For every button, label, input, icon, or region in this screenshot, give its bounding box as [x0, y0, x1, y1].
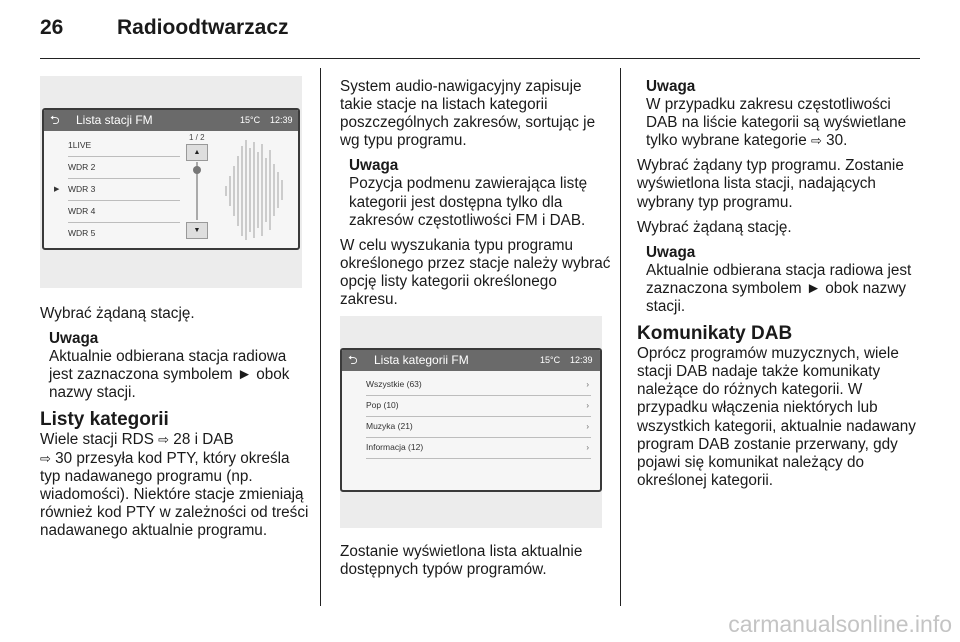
temperature-readout: 15°C: [240, 115, 261, 125]
column-2: [340, 78, 612, 316]
note-title: Uwaga: [49, 330, 99, 348]
sound-wave-graphic: [216, 136, 294, 242]
paragraph: Wybrać żądaną stację.: [40, 305, 195, 322]
header-rule: [40, 58, 920, 59]
section-heading: Listy kategorii: [40, 409, 169, 431]
category-name: Muzyka (21): [366, 421, 413, 431]
page-number: 26: [40, 16, 64, 39]
note-title: Uwaga: [646, 243, 696, 261]
station-list-screenshot: [40, 76, 302, 288]
station-row: [68, 178, 180, 201]
scroll-up-icon: ▲: [186, 144, 208, 161]
note-title: Uwaga: [646, 78, 696, 95]
scroll-down-icon: ▼: [186, 222, 208, 239]
paragraph: [40, 431, 312, 540]
column-2-bottom: [340, 543, 612, 586]
page-title: Radioodtwarzacz: [117, 16, 289, 39]
back-icon: ⮌: [348, 353, 358, 367]
paragraph: Zostanie wyświetlona lista aktualnie dostępnych typów programów.: [340, 543, 583, 579]
screen-title: Lista kategorii FM: [374, 353, 469, 367]
back-icon: ⮌: [50, 113, 60, 127]
station-name: WDR 4: [68, 206, 96, 216]
text: 30 przesyła kod PTY, który określa typ nadawanego programu (np. wiadomości). Niektóre stacje zmieniają również kod PTY w zależności od treści nadawanego aktualnie programu.: [40, 449, 309, 539]
temperature-readout: 15°C: [540, 355, 561, 365]
station-row: [68, 200, 180, 223]
paragraph: W celu wyszukania typu programu określonego przez stacje należy wybrać opcję listy kategorii określonego zakresu.: [340, 236, 611, 309]
clock-readout: 12:39: [270, 115, 293, 125]
category-row: [366, 416, 591, 438]
reference-arrow-icon: ⇨: [158, 432, 170, 448]
station-name: WDR 2: [68, 162, 96, 172]
category-list-screen: [340, 348, 602, 492]
chevron-right-icon: ›: [586, 443, 589, 452]
paragraph: System audio-nawigacyjny zapisuje takie stacje na listach kategorii poszczególnych zakresów, sortując je wg typu programu.: [340, 78, 596, 150]
text: Wiele stacji RDS: [40, 431, 159, 449]
note-text: Aktualnie odbierana stacja radiowa jest zaznaczona symbolem ► obok nazwy stacji.: [49, 348, 290, 402]
text: W przypadku zakresu częstotliwości DAB na liście kategorii są wyświetlane tylko wybrane kategorie: [646, 96, 907, 150]
reference-arrow-icon: ⇨: [40, 450, 51, 466]
column-divider: [620, 68, 621, 606]
station-row: [68, 222, 180, 244]
note-text: Aktualnie odbierana stacja radiowa jest zaznaczona symbolem ► obok nazwy stacji.: [646, 261, 912, 316]
page-indicator: 1 / 2: [189, 133, 205, 142]
column-3: [637, 78, 922, 497]
station-name: 1LIVE: [68, 140, 92, 150]
station-name: WDR 5: [68, 228, 96, 238]
text: 30.: [821, 132, 848, 150]
column-divider: [320, 68, 321, 606]
category-row: [366, 395, 591, 417]
category-name: Wszystkie (63): [366, 379, 422, 389]
note-title: Uwaga: [349, 157, 399, 175]
scrollbar-knob: [193, 166, 201, 174]
station-list-screen: [42, 108, 300, 250]
station-row: [68, 156, 180, 179]
section-heading: Komunikaty DAB: [637, 323, 793, 345]
category-name: Informacja (12): [366, 442, 424, 452]
category-list-screenshot: [340, 316, 602, 528]
column-1: [40, 305, 312, 547]
station-row: [68, 134, 180, 157]
chevron-right-icon: ›: [586, 380, 589, 389]
category-row: [366, 437, 591, 459]
note: [646, 244, 922, 316]
note-text: [646, 96, 922, 150]
chevron-right-icon: ›: [586, 422, 589, 431]
category-row: [366, 374, 591, 396]
current-station-marker-icon: ▶: [54, 186, 60, 193]
station-name: WDR 3: [68, 184, 96, 194]
note-text: Pozycja podmenu zawierająca listę kategorii jest dostępna tylko dla zakresów częstotliwości FM i DAB.: [349, 175, 588, 229]
screen-header: [342, 350, 600, 371]
text: 28 i DAB: [169, 431, 234, 449]
note: [646, 78, 922, 150]
watermark: carmanualsonline.info: [728, 611, 952, 637]
note: [49, 330, 312, 402]
note: [349, 157, 612, 229]
paragraph: Wybrać żądany typ programu. Zostanie wyświetlona lista stacji, nadających wybrany typ programu.: [637, 157, 904, 211]
reference-arrow-icon: ⇨: [810, 133, 822, 149]
screen-title: Lista stacji FM: [76, 113, 153, 127]
clock-readout: 12:39: [570, 355, 593, 365]
screen-header: [44, 110, 298, 131]
paragraph: Oprócz programów muzycznych, wiele stacji DAB nadaje także komunikaty należące do różnych kategorii. W przypadku włączenia niektórych lub wszystkich kategorii, aktualnie nadawany program DAB zostanie przerwany, gdy pojawi się komunikat należący do określonej kategorii.: [637, 345, 916, 489]
category-name: Pop (10): [366, 400, 399, 410]
chevron-right-icon: ›: [586, 401, 589, 410]
paragraph: Wybrać żądaną stację.: [637, 218, 792, 236]
